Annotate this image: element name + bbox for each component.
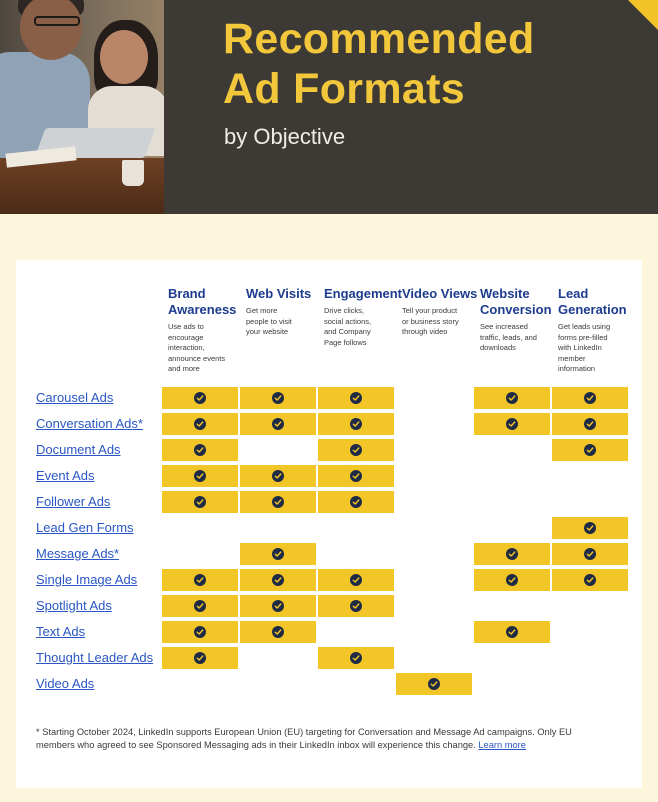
checkmark-icon: [506, 574, 518, 586]
checkmark-icon: [350, 600, 362, 612]
checkmark-icon: [350, 444, 362, 456]
ad-format-link[interactable]: Message Ads*: [36, 546, 120, 561]
column-heading-line: Lead: [558, 286, 589, 301]
column-description-line: forms pre-filled: [558, 332, 608, 342]
column-description: [246, 306, 326, 338]
column-heading-line: Awareness: [168, 302, 237, 317]
checkmark-icon: [350, 470, 362, 482]
recommended-cell: [162, 439, 238, 461]
column-header: [402, 286, 482, 338]
column-description-line: people to visit: [246, 316, 292, 326]
recommended-cell: [318, 413, 394, 435]
column-description-line: Drive clicks,: [324, 306, 365, 315]
checkmark-icon: [506, 626, 518, 638]
column-heading-line: Conversion: [480, 302, 552, 317]
recommended-cell: [162, 647, 238, 669]
ad-format-link[interactable]: Follower Ads: [36, 494, 111, 509]
checkmark-icon: [272, 600, 284, 612]
footnote-line-1: * Starting October 2024, LinkedIn supports European Union (EU) targeting for Conversation and Message Ad campaigns. Only EU: [36, 727, 572, 737]
column-heading: [168, 286, 248, 318]
recommended-cell: [552, 543, 628, 565]
column-heading: [324, 286, 404, 302]
checkmark-icon: [584, 418, 596, 430]
column-description-line: traffic, leads, and: [480, 332, 537, 342]
checkmark-icon: [584, 444, 596, 456]
corner-accent: [628, 0, 658, 30]
column-header: [246, 286, 326, 338]
recommended-cell: [474, 569, 550, 591]
column-description-line: and more: [168, 364, 200, 373]
recommended-cell: [552, 569, 628, 591]
recommended-cell: [552, 387, 628, 409]
checkmark-icon: [428, 678, 440, 690]
column-description-line: Tell your product: [402, 306, 458, 315]
title-line-1: Recommended: [223, 15, 535, 63]
column-description-line: information: [558, 364, 596, 373]
column-description-line: interaction,: [168, 343, 205, 352]
recommended-cell: [240, 491, 316, 513]
column-description-line: downloads: [480, 343, 516, 352]
recommended-cell: [318, 595, 394, 617]
column-description: [168, 322, 248, 375]
checkmark-icon: [506, 418, 518, 430]
column-description: [324, 306, 404, 348]
checkmark-icon: [194, 392, 206, 404]
column-description-line: or business story: [402, 316, 459, 326]
column-heading-line: Engagement: [324, 286, 403, 301]
column-description-line: encourage: [168, 332, 204, 342]
ad-format-link[interactable]: Document Ads: [36, 442, 121, 457]
column-description-line: Get more: [246, 306, 278, 315]
page-subtitle: by Objective: [224, 124, 346, 149]
ad-format-link[interactable]: Single Image Ads: [36, 572, 138, 587]
ad-format-link[interactable]: Conversation Ads*: [36, 416, 143, 431]
recommended-cell: [240, 621, 316, 643]
ad-format-link[interactable]: Lead Gen Forms: [36, 520, 134, 535]
recommended-cell: [162, 595, 238, 617]
checkmark-icon: [584, 522, 596, 534]
checkmark-icon: [194, 496, 206, 508]
recommended-cell: [474, 413, 550, 435]
header-banner: [0, 0, 658, 214]
column-description-line: Use ads to: [168, 322, 204, 331]
recommended-cell: [474, 543, 550, 565]
ad-format-link[interactable]: Spotlight Ads: [36, 598, 112, 613]
ad-format-link[interactable]: Carousel Ads: [36, 390, 114, 405]
header-photo: [0, 0, 164, 214]
recommended-cell: [162, 465, 238, 487]
checkmark-icon: [350, 652, 362, 664]
column-header: [480, 286, 560, 354]
recommended-cell: [318, 569, 394, 591]
recommended-cell: [240, 413, 316, 435]
ad-format-table: [16, 260, 642, 788]
ad-format-link[interactable]: Thought Leader Ads: [36, 650, 154, 665]
learn-more-link[interactable]: Learn more: [478, 740, 526, 750]
column-description-line: and Company: [324, 327, 371, 336]
column-heading: [402, 286, 482, 302]
ad-format-link[interactable]: Video Ads: [36, 676, 95, 691]
checkmark-icon: [194, 626, 206, 638]
column-description-line: announce events: [168, 353, 226, 363]
recommended-cell: [162, 491, 238, 513]
checkmark-icon: [272, 496, 284, 508]
footnote: [36, 726, 626, 752]
column-heading: [246, 286, 326, 302]
recommended-cell: [552, 517, 628, 539]
recommended-cell: [318, 387, 394, 409]
checkmark-icon: [272, 548, 284, 560]
column-description-line: member: [558, 353, 586, 363]
recommended-cell: [162, 621, 238, 643]
column-description-line: See increased: [480, 322, 528, 331]
recommended-cell: [162, 413, 238, 435]
checkmark-icon: [506, 392, 518, 404]
column-header: [324, 286, 404, 348]
checkmark-icon: [194, 470, 206, 482]
column-heading-line: Video Views: [402, 286, 478, 301]
column-description: [480, 322, 560, 354]
recommended-cell: [162, 387, 238, 409]
column-header: [558, 286, 638, 375]
checkmark-icon: [272, 392, 284, 404]
recommended-cell: [240, 569, 316, 591]
page-title: [223, 14, 535, 114]
recommended-cell: [552, 413, 628, 435]
column-description: [558, 322, 638, 375]
checkmark-icon: [194, 574, 206, 586]
checkmark-icon: [272, 574, 284, 586]
recommended-cell: [240, 465, 316, 487]
recommended-cell: [318, 439, 394, 461]
checkmark-icon: [194, 600, 206, 612]
checkmark-icon: [272, 626, 284, 638]
ad-format-link[interactable]: Event Ads: [36, 468, 95, 483]
title-line-2: Ad Formats: [223, 65, 465, 113]
checkmark-icon: [350, 496, 362, 508]
checkmark-icon: [584, 574, 596, 586]
checkmark-icon: [194, 418, 206, 430]
column-heading-line: Brand: [168, 286, 206, 301]
column-heading-line: Website: [480, 286, 530, 301]
checkmark-icon: [350, 574, 362, 586]
recommended-cell: [240, 543, 316, 565]
column-description-line: social actions,: [324, 316, 372, 326]
recommended-cell: [396, 673, 472, 695]
recommended-cell: [474, 621, 550, 643]
recommended-cell: [318, 465, 394, 487]
checkmark-icon: [350, 392, 362, 404]
column-heading-line: Generation: [558, 302, 627, 317]
checkmark-icon: [584, 392, 596, 404]
recommended-cell: [162, 569, 238, 591]
ad-format-link[interactable]: Text Ads: [36, 624, 86, 639]
column-description-line: Get leads using: [558, 322, 611, 331]
recommended-cell: [240, 387, 316, 409]
checkmark-icon: [194, 652, 206, 664]
column-description: [402, 306, 482, 338]
checkmark-icon: [506, 548, 518, 560]
checkmark-icon: [272, 470, 284, 482]
recommended-cell: [240, 595, 316, 617]
checkmark-icon: [194, 444, 206, 456]
checkmark-icon: [584, 548, 596, 560]
column-heading: [558, 286, 638, 318]
column-heading-line: Web Visits: [246, 286, 312, 301]
recommended-cell: [318, 491, 394, 513]
checkmark-icon: [350, 418, 362, 430]
recommended-cell: [474, 387, 550, 409]
recommended-cell: [318, 647, 394, 669]
column-heading: [480, 286, 560, 318]
column-header: [168, 286, 248, 375]
footnote-line-2: members who agreed to see Sponsored Messaging ads in their LinkedIn inbox will experience this change.: [36, 740, 476, 750]
column-description-line: through video: [402, 327, 448, 336]
column-description-line: Page follows: [324, 337, 367, 347]
recommended-cell: [552, 439, 628, 461]
column-description-line: with LinkedIn: [558, 343, 602, 352]
column-description-line: your website: [246, 327, 289, 336]
checkmark-icon: [272, 418, 284, 430]
